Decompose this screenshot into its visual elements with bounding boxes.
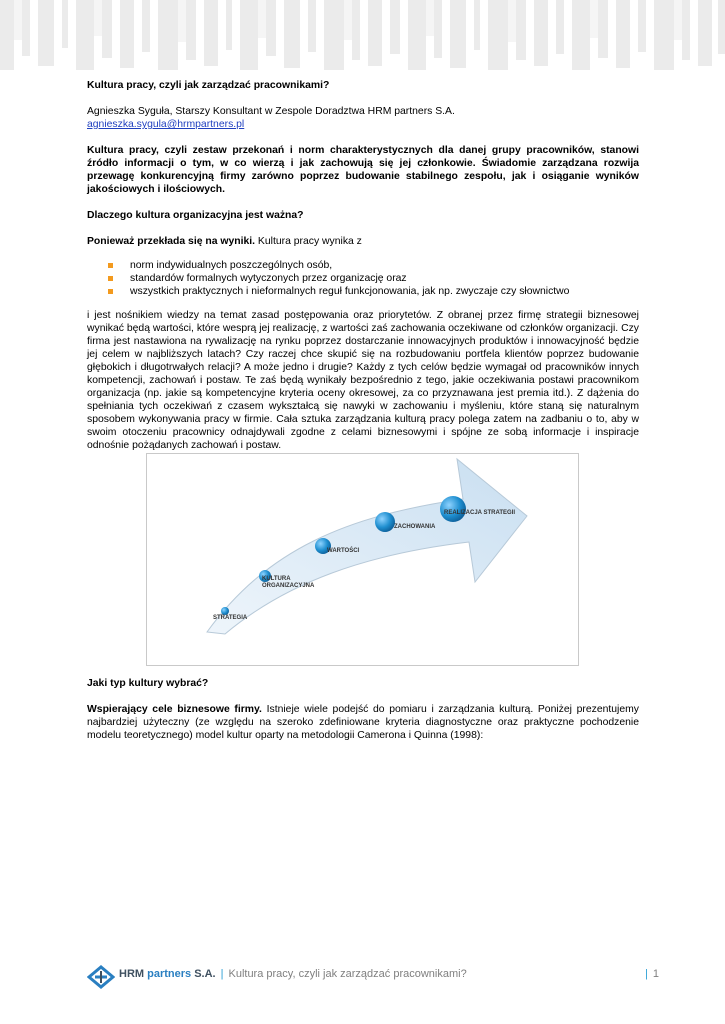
list-item: wszystkich praktycznych i nieformalnych reguł funkcjonowania, jak np. zwyczaje czy słownictwo (87, 285, 639, 298)
step-dot-execution (440, 496, 466, 522)
answer-which-culture-bold: Wspierający cele biznesowe firmy. (87, 704, 262, 715)
question-why-culture: Dlaczego kultura organizacyjna jest ważna? (87, 210, 304, 221)
hrm-logo-icon (87, 965, 115, 989)
document-body-continued (87, 677, 639, 742)
footer-brand-hrm: HRM (119, 968, 145, 980)
footer-text (119, 968, 467, 980)
list-item: norm indywidualnych poszczególnych osób, (87, 259, 639, 272)
author-email-link[interactable]: agnieszka.sygula@hrmpartners.pl (87, 119, 245, 130)
culture-sources-list (87, 259, 639, 298)
step-label-values: WARTOŚCI (327, 548, 360, 554)
footer-brand (119, 968, 216, 980)
step-dot-strategy (221, 607, 229, 615)
footer-doc-title: Kultura pracy, czyli jak zarządzać pracownikami? (228, 968, 467, 980)
page-number-value: 1 (652, 968, 659, 980)
page-number (640, 968, 659, 980)
footer-brand-partners: partners (147, 968, 192, 980)
strategy-flow-diagram (146, 453, 579, 666)
body-paragraph: i jest nośnikiem wiedzy na temat zasad postępowania oraz priorytetów. Z obranej przez firmę strategii biznesowej wynikać będą wartości, które wesprą jej realizację, z wartości zaś zachowania oczekiwane od członków organizacji. Czy firma jest nastawiona na rywalizację na rynku poprzez dostarczanie innowacyjnych produktów i innowacyjność będzie jej celem w najbliższych latach? Czy raczej chce skupić się na rozbudowaniu portfela klientów poprzez budowanie głębokich i długotrwałych relacji? A może jedno i drugie? Każdy z tych celów będzie wymagał od pracowników innych kompetencji, zachowań i postaw. Te zaś będą wynikały bezpośrednio z tego, jakie oczekiwania postawi pracownikom organizacja (np. jakie są kompetencyjne kryteria oceny okresowej, za co przyznawana jest premia itd.). Z dążenia do spełniania tych oczekiwań z czasem wykształcą się nawyki w zachowaniu i myśleniu, które staną się naturalnym sposobem wykonywania pracy w firmie. Cała sztuka zarządzania kulturą pracy polega zatem na zadbaniu o to, aby w swoim otoczeniu pracownicy odnajdywali zgodne z celami biznesowymi i spójne ze sobą informacje i inspiracje odnośnie pożądanych zachowań i postaw. (87, 310, 639, 451)
footer-separator: | (220, 968, 224, 980)
step-label-culture-line1: KULTURA (262, 576, 291, 582)
strategy-arrow-graphic (147, 454, 578, 665)
header-decoration (0, 0, 725, 70)
answer-which-culture (87, 703, 639, 742)
answer-why-culture-bold: Ponieważ przekłada się na wyniki. (87, 236, 256, 247)
answer-why-culture (87, 235, 639, 248)
list-item: standardów formalnych wytyczonych przez organizację oraz (87, 272, 639, 285)
document-body (87, 79, 639, 452)
step-label-strategy: STRATEGIA (213, 615, 248, 621)
footer-brand-sa: S.A. (194, 968, 216, 980)
intro-paragraph: Kultura pracy, czyli zestaw przekonań i norm charakterystycznych dla danej grupy pracowników, stanowi źródło informacji o tym, w co wierzą i jak zachowują się jej członkowie. Świadomie zarządzana rozwija przewagę konkurencyjną firmy zarówno poprzez budowanie stabilnego zespołu, jak i osiąganie wyników jakościowych i ilościowych. (87, 145, 639, 195)
document-title: Kultura pracy, czyli jak zarządzać pracownikami? (87, 80, 330, 91)
answer-why-culture-rest: Kultura pracy wynika z (255, 236, 362, 247)
author-line: Agnieszka Syguła, Starszy Konsultant w Zespole Doradztwa HRM partners S.A. (87, 106, 455, 117)
step-label-execution: REALIZACJA STRATEGII (444, 510, 516, 516)
answer-which-culture-rest: Istnieje wiele podejść do pomiaru i zarządzania kulturą. Poniżej prezentujemy najbardziej użyteczny (ze względu na szeroko zdefiniowane kryteria diagnostyczne oraz praktyczne pochodzenie modelu teoretycznego) model kultur oparty na metodologii Camerona i Quinna (1998): (87, 704, 639, 741)
question-which-culture: Jaki typ kultury wybrać? (87, 678, 209, 689)
step-dot-behaviours (375, 512, 395, 532)
step-label-behaviours: ZACHOWANIA (394, 524, 436, 530)
page-footer (87, 965, 667, 991)
arrow-shape (207, 459, 527, 634)
page-number-separator: | (645, 968, 648, 980)
step-label-culture-line2: ORGANIZACYJNA (262, 583, 315, 589)
